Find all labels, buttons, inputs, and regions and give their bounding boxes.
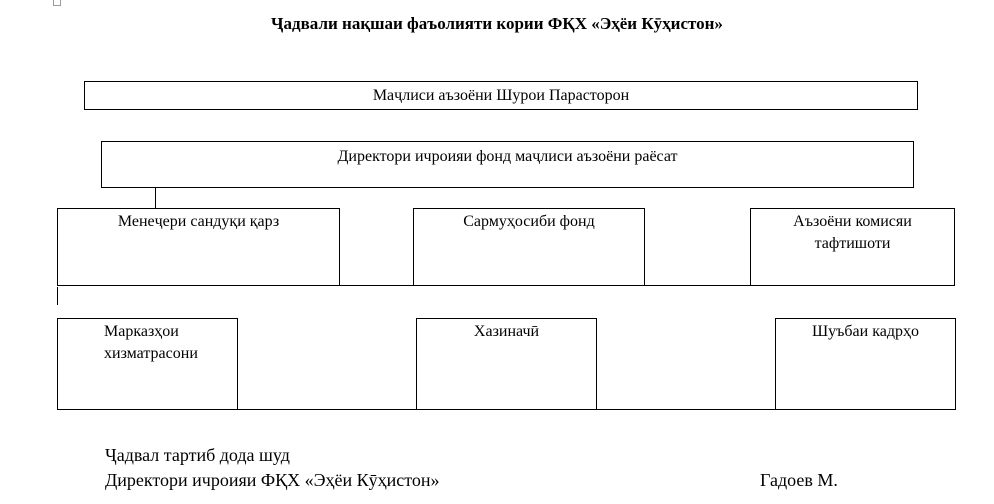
loan-manager-label: Менеҷери сандуқи қарз (117, 213, 280, 230)
connector-director-loan (155, 188, 156, 209)
audit-commission-label-1: Аъзоёни комисяи (793, 213, 912, 230)
service-center-label-2: хизматрасони (104, 345, 198, 362)
director-box (101, 141, 914, 188)
council-label: Маҷлиси аъзоёни Шурои Парасторон (372, 87, 630, 104)
loan-manager-box (57, 208, 340, 286)
treasurer-label: Хазиначӣ (473, 323, 540, 340)
hr-department-label: Шуъбаи кадрҳо (812, 323, 919, 340)
chief-accountant-box (413, 208, 645, 286)
footer-director-line: Директори ичроияи ФҚХ «Эҳёи Кӯҳистон» (105, 470, 440, 490)
connector-row3-a (238, 409, 416, 410)
footer-compiled-line: Ҷадвал тартиб дода шуд (105, 445, 290, 465)
council-box (84, 81, 918, 110)
connector-row2-a (340, 285, 413, 286)
treasurer-box (416, 318, 597, 410)
connector-row2-b (645, 285, 750, 286)
service-center-box (57, 318, 238, 410)
director-label: Директори ичроияи фонд маҷлиси аъзоёни раёсат (337, 148, 678, 165)
hr-department-box (775, 318, 956, 410)
page-corner-mark (53, 0, 61, 6)
connector-left-vertical (57, 287, 58, 305)
service-center-label-1: Марказҳои (104, 323, 179, 340)
audit-commission-label-2: тафтишоти (814, 235, 891, 252)
page-title: Ҷадвали нақшаи фаъолияти кории ФҚХ «Эҳёи Кӯҳистон» (271, 14, 723, 33)
connector-row3-b (597, 409, 775, 410)
footer-signature: Гадоев М. (760, 470, 838, 490)
audit-commission-box (750, 208, 955, 286)
chief-accountant-label: Сармуҳосиби фонд (463, 213, 595, 230)
